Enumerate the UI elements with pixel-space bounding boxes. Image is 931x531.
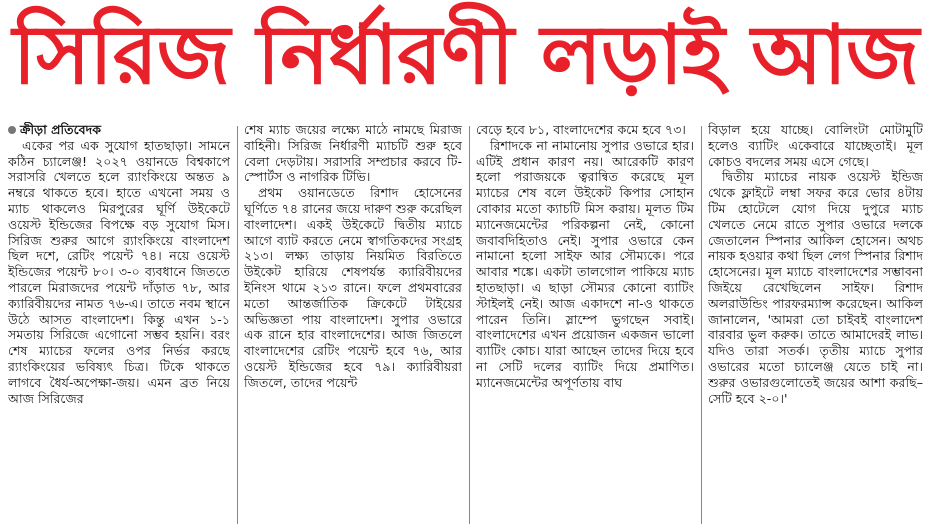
column-3 (476, 122, 694, 526)
bullet-icon (8, 126, 16, 134)
paragraph: দ্বিতীয় ম্যাচের নায়ক ওয়েস্ট ইন্ডিজ থেকে ফ্লাইটে লম্বা সফর করে ভোর ৪টায় টিম হোটেলে যোগ দিয়ে দুপুরে ম্যাচ খেলতে নেমে রাতে সুপার ওভারে দলকে জেতালেন স্পিনার আকিল হোসেন। অথচ নায়ক হওয়ার কথা ছিল লেগ স্পিনার রিশাদ হোসেনের। মূল ম্যাচে বাংলাদেশের সম্ভাবনা জিইয়ে রেখেছিলেন সাইফ। রিশাদ অলরাউন্ডিং পারফরম্যান্স করেছেন। আকিল জানালেন, 'আমরা তো চাইবই বাংলাদেশ বারবার ভুল করুক। তাতে আমাদেরই লাভ। যদিও তারা সতর্ক। তৃতীয় ম্যাচে সুপার ওভারের মতো চ্যালেঞ্জ যেতে চাই না। শুরুর ওভারগুলোতেই জয়ের আশা করছি– সেটি হবে ২-০।' (708, 169, 923, 406)
paragraph: বেড়ে হবে ৮১, বাংলাদেশের কমে হবে ৭৩। (476, 122, 686, 137)
headline: সিরিজ নির্ধারণী লড়াই আজ (12, 7, 919, 103)
paragraph: বিড়াল হয়ে যাচ্ছে। বোলিংটা মোটামুটি হলেও ব্যাটিং একেবারে যাচ্ছেতাই। মূল কোচও বদলের সময় এসে গেছে। (708, 122, 923, 169)
paragraph: প্রথম ওয়ানডেতে রিশাদ হোসেনের ঘূর্ণিতে ৭৪ রানের জয়ে দারুণ শুরু করেছিল বাংলাদেশ। একই উইকেটে দ্বিতীয় ম্যাচে আগে ব্যাট করতে নেমে স্বাগতিকদের সংগ্রহ ২১৩। লক্ষ্য তাড়ায় নিয়মিত বিরতিতে উইকেট হারিয়ে শেষপর্যন্ত ক্যারিবীয়দের ইনিংস থামে ২১৩ রানে। ফলে প্রথমবারের মতো আন্তর্জাতিক ক্রিকেটে টাইয়ের অভিজ্ঞতা পায় বাংলাদেশ। সুপার ওভারে এক রানে হার বাংলাদেশের। আজ জিতলে বাংলাদেশের রেটিং পয়েন্ট হবে ৭৬, আর ওয়েস্ট ইন্ডিজের হবে ৭৯। ক্যারিবীয়রা জিতলে, তাদের পয়েন্ট (244, 185, 462, 390)
column-2 (244, 122, 462, 526)
article-body (8, 122, 923, 526)
column-divider (469, 126, 470, 524)
paragraph: রিশাদকে না নামানোয় সুপার ওভারে হার। এটিই প্রধান কারণ নয়। আরেকটি কারণ হলো পরাজয়কে ত্বরান্বিত করেছে মূল ম্যাচের শেষ বলে উইকেট কিপার সোহান বোকার মতো ক্যাচটি মিস করায়। মূলত টিম ম্যানেজমেন্টের পরিকল্পনা নেই, কোনো জবাবদিহিতাও নেই। সুপার ওভারে কেন নামানো হলো সাইফ আর সৌম্যকে। পরে আবার শঙ্কে। একটা তালগোল পাকিয়ে ম্যাচ হাতছাড়া। এ ছাড়া সৌম্যর কোনো ব্যাটিং স্টাইলই নেই। আজ একাদশে না-ও থাকতে পারেন তিনি। স্লাম্পে ভুগছেন সবাই। বাংলাদেশের এখন প্রয়োজন একজন ভালো ব্যাটিং কোচ। যারা আছেন তাদের দিয়ে হবে না সেটি দলের ব্যাটিং দিয়ে প্রমাণিত। ম্যানেজমেন্টের অপূর্ণতায় বাঘ (476, 137, 694, 390)
paragraph: একের পর এক সুযোগ হাতছাড়া। সামনে কঠিন চ্যালেঞ্জ! ২০২৭ ওয়ানডে বিশ্বকাপে সরাসরি খেলতে হলে র‌্যাংকিংয়ে অন্তত ৯ নম্বরে থাকতে হবে। হাতে এখনো সময় ও ম্যাচ থাকলেও মিরপুরের ঘূর্ণি উইকেটে ওয়েস্ট ইন্ডিজের বিপক্ষে বড় সুযোগ মিস। সিরিজ শুরুর আগে র‌্যাংকিংয়ে বাংলাদেশ ছিল দশে, রেটিং পয়েন্ট ৭৪। নয়ে ওয়েস্ট ইন্ডিজের পয়েন্ট ৮০। ৩-০ ব্যবধানে জিততে পারলে মিরাজদের পয়েন্ট দাঁড়াত ৭৮, আর ক্যারিবীয়দের নামত ৭৬-এ। তাতে নবম স্থানে উঠে আসত বাংলাদেশ। কিন্তু এখন ১-১ সমতায় সিরিজে এগোনো সম্ভব হয়নি। বরং শেষ ম্যাচের ফলের ওপর নির্ভর করছে র‌্যাংকিংয়ের ভবিষ্যৎ চিত্র। টিকে থাকতে লাগবে ধৈর্য-অপেক্ষা-জয়। এমন ব্রত নিয়ে আজ সিরিজের (8, 137, 230, 406)
byline-text: ক্রীড়া প্রতিবেদক (20, 122, 102, 137)
column-1 (8, 122, 230, 526)
column-divider (237, 126, 238, 524)
column-divider (701, 126, 702, 524)
column-4 (708, 122, 923, 526)
byline (8, 122, 230, 138)
paragraph: শেষ ম্যাচ জয়ের লক্ষ্যে মাঠে নামছে মিরাজ বাহিনী। সিরিজ নির্ধারণী ম্যাচটি শুরু হবে বেলা দেড়টায়। সরাসরি সম্প্রচার করবে টি-স্পোর্টস ও নাগরিক টিভি। (244, 122, 462, 185)
